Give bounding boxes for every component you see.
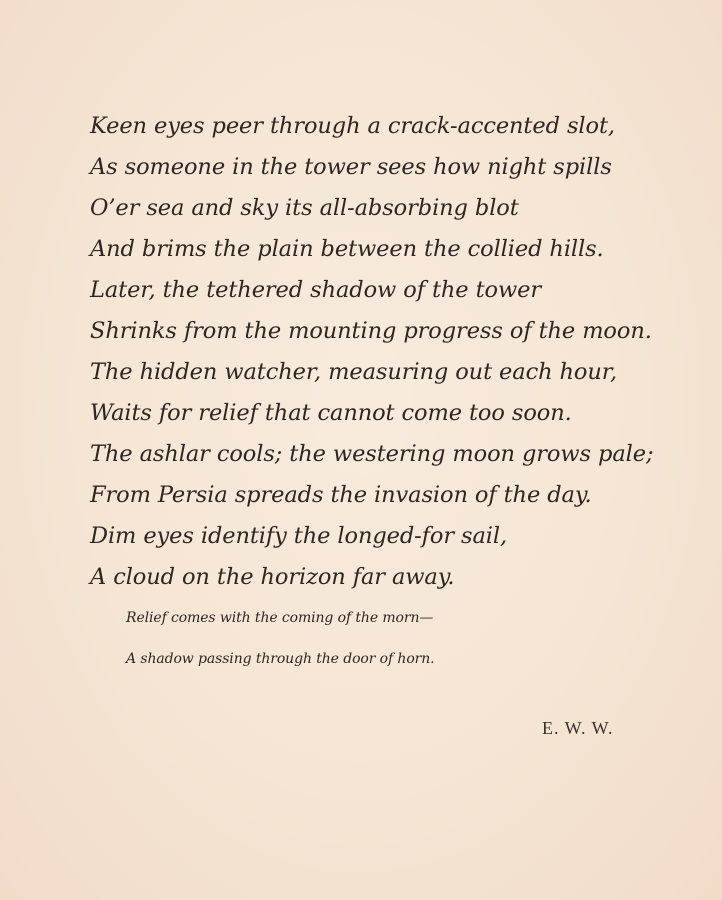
poem-line-indented: Relief comes with the coming of the morn— [126, 610, 434, 626]
poem-line-indented: A shadow passing through the door of horn. [126, 651, 435, 667]
poem-line: The ashlar cools; the westering moon grows pale; [90, 441, 654, 467]
poem-line: From Persia spreads the invasion of the day. [90, 482, 592, 508]
poem-line: And brims the plain between the collied hills. [90, 236, 604, 262]
poem-text [90, 106, 670, 680]
poem-line: Shrinks from the mounting progress of the moon. [90, 318, 652, 344]
author-signature: E. W. W. [542, 718, 614, 738]
poem-line: A cloud on the horizon far away. [90, 564, 455, 590]
poem-line: Dim eyes identify the longed-for sail, [90, 523, 508, 549]
poem-line: The hidden watcher, measuring out each hour, [90, 359, 617, 385]
poem-line: Later, the tethered shadow of the tower [90, 277, 541, 303]
poem-line: Waits for relief that cannot come too soon. [90, 400, 572, 426]
poem-line: Keen eyes peer through a crack-accented slot, [90, 113, 615, 139]
poem-line: O’er sea and sky its all-absorbing blot [90, 195, 519, 221]
poem-line: As someone in the tower sees how night spills [90, 154, 612, 180]
